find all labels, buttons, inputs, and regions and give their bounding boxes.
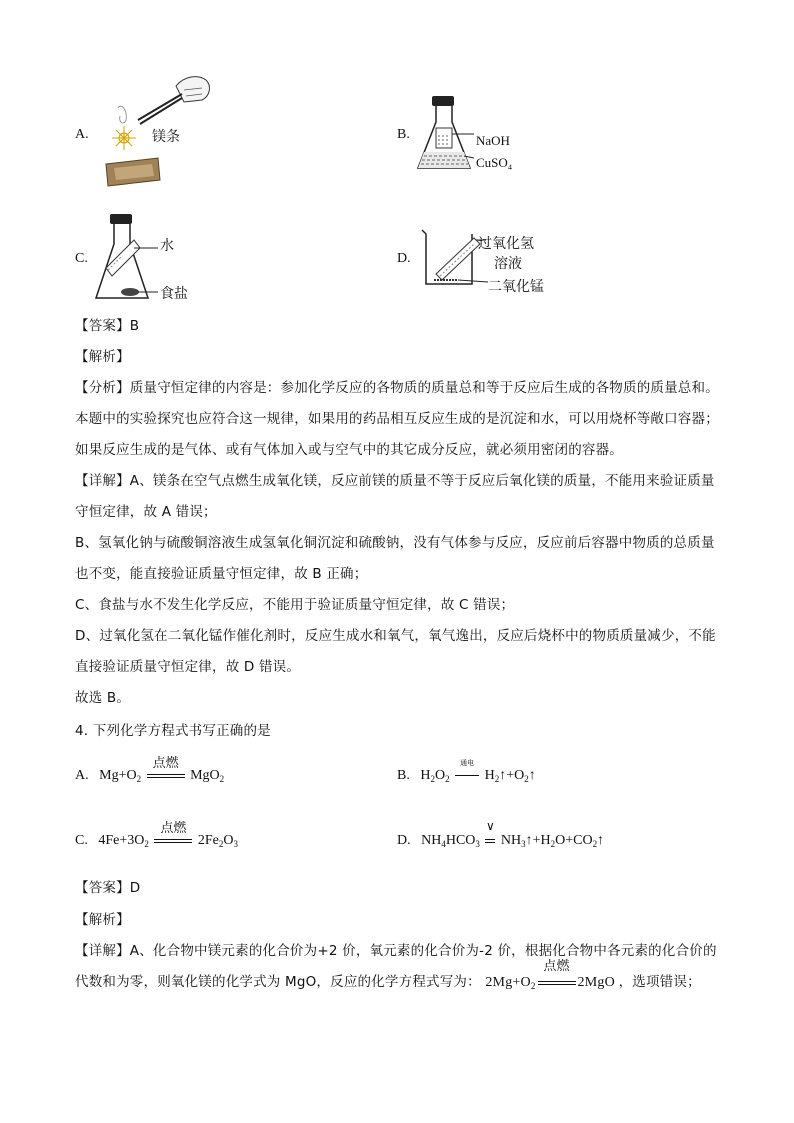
magnesium-label: 镁条 <box>152 129 180 145</box>
analysis-heading-2: 【解析】 <box>75 912 130 928</box>
naoh-label: NaOH <box>476 133 510 148</box>
question-4: 4. 下列化学方程式书写正确的是 <box>75 723 271 739</box>
q4-b-cond: 通电 <box>460 759 475 767</box>
conical-flask-naoh-figure <box>414 94 476 174</box>
q4-c-right: 2Fe <box>197 833 219 848</box>
q4-option-c: C. $4Fe+3O_2$ 点燃 $2Fe_2O_3$ <box>75 833 238 849</box>
q4-c-left: 4Fe+3O <box>98 833 145 848</box>
mno2-label: 二氧化锰 <box>488 279 544 295</box>
detail-text-2: 【详解】A、化合物中镁元素的化合价为+2 价，氧元素的化合价为-2 价，根据化合物中各元素的化合价的代数和为零，则氧化镁的化学式为 MgO，反应的化学方程式写为： <box>75 943 717 990</box>
q4-b-letter: B. <box>397 768 410 783</box>
q4-d-letter: D. <box>397 833 411 848</box>
q4-option-b: B. $H_2O_2$ 通电 $H_2↑+O_2↑$ <box>397 759 536 784</box>
detail-paragraph-2: 【详解】A、化合物中镁元素的化合价为+2 价，氧元素的化合价为-2 价，根据化合物中各元素的化合价的代数和为零，则氧化镁的化学式为 MgO，反应的化学方程式写为： $2Mg+O_2$ 点燃 2MgO ，选项错误； <box>75 943 717 991</box>
eq-left: 2Mg+O <box>485 975 531 990</box>
water-label: 水 <box>160 238 174 254</box>
q4-a-letter: A. <box>75 768 89 783</box>
option-c-letter: C. <box>75 251 88 266</box>
eq-right: 2MgO <box>577 975 615 990</box>
q4-a-right: MgO <box>190 768 220 783</box>
q4-c-letter: C. <box>75 833 88 848</box>
detail-paragraph-b: B、氢氧化钠与硫酸铜溶液生成氢氧化铜沉淀和硫酸钠，没有气体参与反应，反应前后容器中物质的总质量也不变，能直接验证质量守恒定律，故 B 正确； <box>75 535 715 582</box>
answer-d: 【答案】D <box>75 880 141 896</box>
detail-paragraph-d: D、过氧化氢在二氧化锰作催化剂时，反应生成水和氧气，氧气逸出，反应后烧杯中的物质质量减少，不能直接验证质量守恒定律，故 D 错误。 <box>75 628 716 675</box>
q4-b-right: H <box>484 768 495 783</box>
q4-a-cond: 点燃 <box>152 756 179 771</box>
detail-tail-2: ，选项错误； <box>618 974 701 990</box>
conclusion: 故选 B。 <box>75 690 131 706</box>
conical-flask-salt-figure <box>92 212 162 304</box>
q4-d-mid: HCO <box>445 833 476 848</box>
option-b-letter: B. <box>397 127 410 142</box>
q4-d-right: NH <box>500 833 522 848</box>
detail-paragraph-a: 【详解】A、镁条在空气点燃生成氧化镁，反应前镁的质量不等于反应后氧化镁的质量，不能用来验证质量守恒定律，故 A 错误； <box>75 473 715 520</box>
option-a-letter: A. <box>75 127 89 142</box>
cuso4-label: CuSO₄ <box>476 155 513 170</box>
q4-d-left: NH <box>421 833 442 848</box>
detail-paragraph-c: C、食盐与水不发生化学反应，不能用于验证质量守恒定律，故 C 错误； <box>75 597 515 613</box>
q4-option-a: A. $Mg+O_2$ 点燃 MgO$_2$ <box>75 768 224 784</box>
answer-b: 【答案】B <box>75 318 140 334</box>
solution-label: 溶液 <box>494 256 522 272</box>
analysis-heading: 【解析】 <box>75 349 130 365</box>
h2o2-label: 过氧化氢 <box>478 236 534 252</box>
option-d-letter: D. <box>397 251 411 266</box>
q4-d-cond: ∨ <box>486 819 495 833</box>
q4-option-d: D. $NH_4HCO_3$ ∨ $NH_3↑+H_2O+CO_2↑$ <box>397 819 605 849</box>
q4-b-left: H <box>420 768 431 783</box>
q4-a-left: Mg+O <box>99 768 137 783</box>
q4-c-cond: 点燃 <box>160 821 187 836</box>
analysis-paragraph: 【分析】质量守恒定律的内容是：参加化学反应的各物质的质量总和等于反应后生成的各物质的质量总和。本题中的实验探究也应符合这一规律，如果用的药品相互反应生成的是沉淀和水，可以用烧杯等敞口容器；如果反应生成的是气体、或有气体加入或与空气中的其它成分反应，就必须用密闭的容器。 <box>75 380 719 458</box>
salt-label: 食盐 <box>160 286 188 302</box>
eq-cond: 点燃 <box>543 959 570 974</box>
